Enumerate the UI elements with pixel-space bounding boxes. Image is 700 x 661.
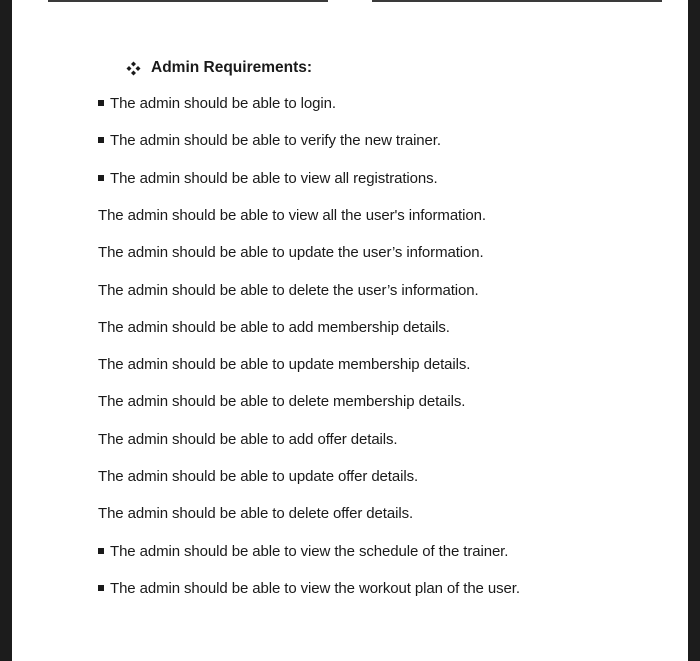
top-rule-right <box>372 0 662 2</box>
requirement-text: The admin should be able to add offer details. <box>98 430 398 448</box>
requirement-item <box>98 505 413 522</box>
requirement-item <box>98 543 508 560</box>
section-heading <box>126 59 312 77</box>
bullet-icon <box>98 175 104 181</box>
requirement-text: The admin should be able to update the user’s information. <box>98 244 484 262</box>
requirement-text: The admin should be able to delete offer details. <box>98 505 414 523</box>
requirement-item <box>98 468 418 485</box>
requirement-item <box>98 580 520 597</box>
requirement-item <box>98 393 465 410</box>
requirement-text: The admin should be able to view the schedule of the trainer. <box>110 542 509 560</box>
document-page <box>12 0 688 661</box>
requirement-text: The admin should be able to delete membership details. <box>98 393 466 411</box>
bullet-icon <box>98 548 104 554</box>
section-heading-text: Admin Requirements: <box>151 59 313 76</box>
bullet-icon <box>98 100 104 106</box>
requirement-item <box>98 431 398 448</box>
four-diamond-bullet-icon <box>126 61 141 76</box>
requirement-item <box>98 319 450 336</box>
requirement-item <box>98 170 438 187</box>
requirement-item <box>98 207 486 224</box>
requirement-item <box>98 244 484 261</box>
requirement-text: The admin should be able to update offer details. <box>98 468 419 485</box>
bullet-icon <box>98 585 104 591</box>
requirement-text: The admin should be able to verify the new trainer. <box>110 132 441 150</box>
bullet-icon <box>98 137 104 143</box>
requirement-item <box>98 132 441 149</box>
requirement-text: The admin should be able to view all the user's information. <box>98 206 486 224</box>
top-rule-left <box>48 0 328 2</box>
requirement-text: The admin should be able to add membership details. <box>98 318 450 336</box>
requirement-text: The admin should be able to login. <box>110 95 336 112</box>
requirement-text: The admin should be able to view all registrations. <box>110 169 438 187</box>
requirement-item <box>98 95 336 112</box>
requirement-text: The admin should be able to delete the user’s information. <box>98 281 479 299</box>
requirement-item <box>98 282 479 299</box>
requirement-text: The admin should be able to view the workout plan of the user. <box>110 579 520 597</box>
requirement-item <box>98 356 470 373</box>
requirement-text: The admin should be able to update membership details. <box>98 356 471 374</box>
